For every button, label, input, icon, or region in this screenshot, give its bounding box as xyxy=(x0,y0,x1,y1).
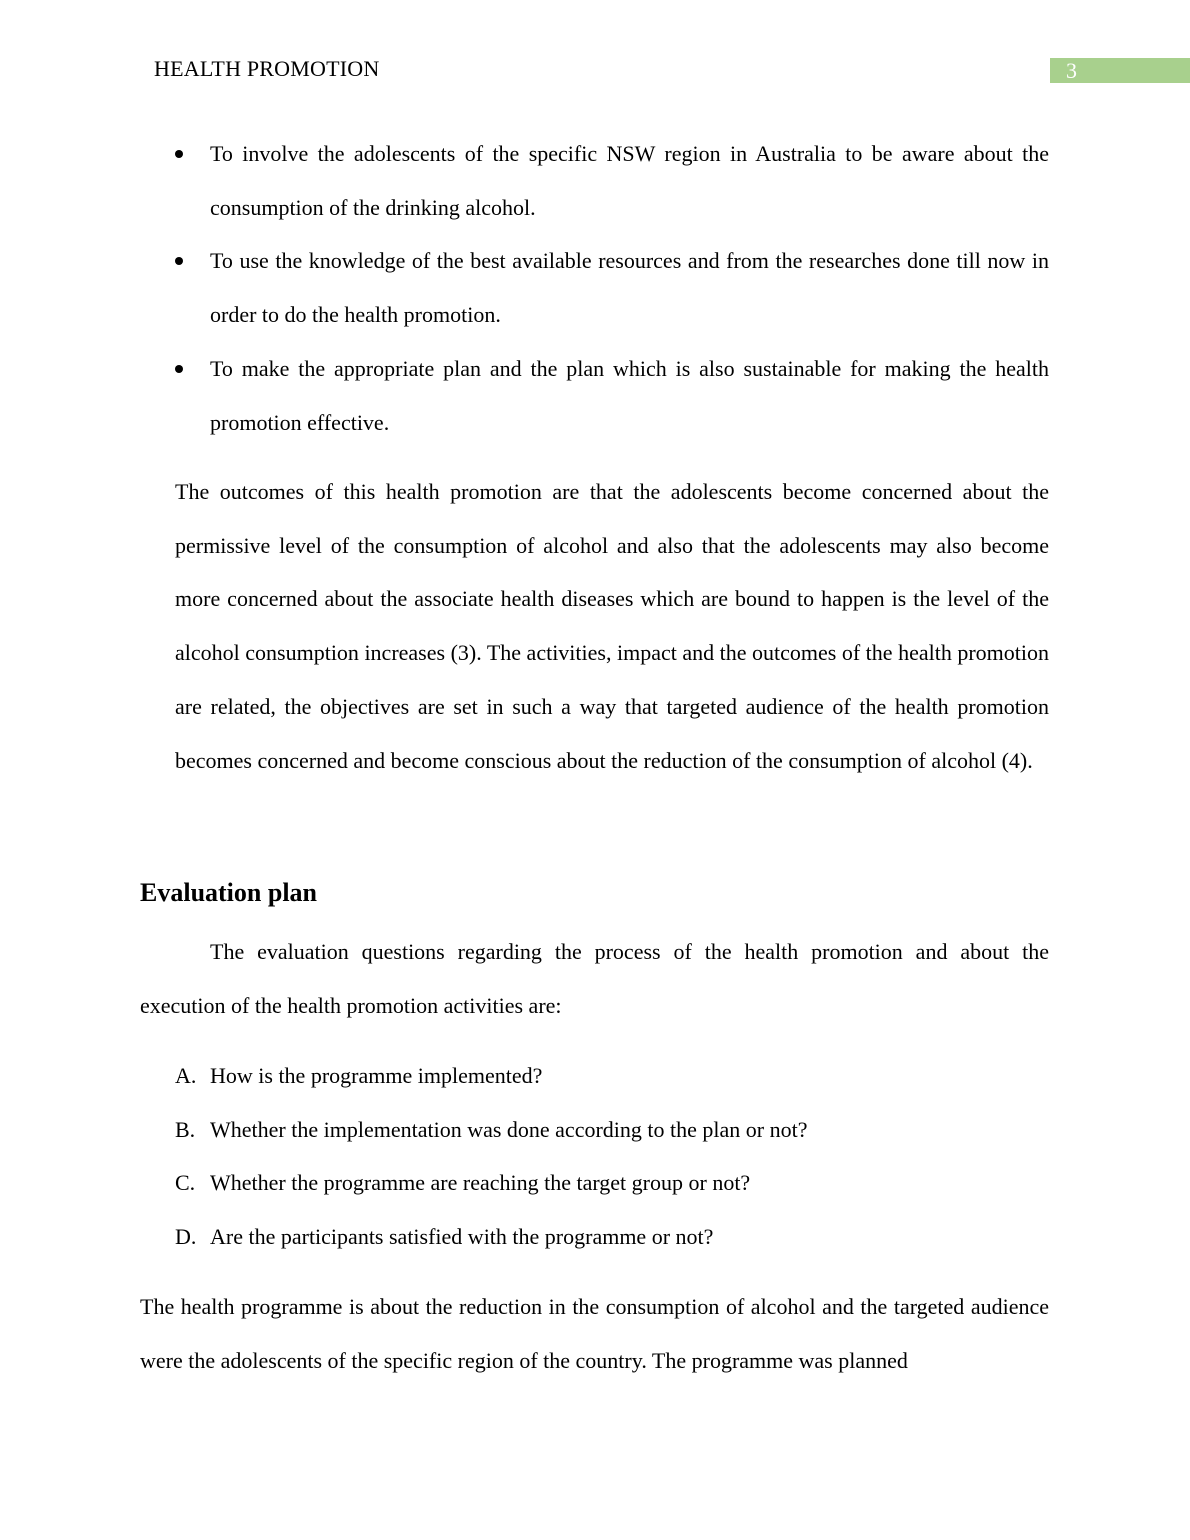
bullet-icon xyxy=(175,365,183,373)
running-header-title: HEALTH PROMOTION xyxy=(154,56,380,81)
closing-paragraph: The health programme is about the reduction in the consumption of alcohol and the targeted audience were the adolescents of the specific region of the country. The programme was planned xyxy=(140,1294,1049,1373)
question-text: How is the programme implemented? xyxy=(210,1063,543,1088)
bullet-icon xyxy=(175,257,183,265)
evaluation-intro-paragraph: The evaluation questions regarding the process of the health promotion and about the execution of the health promotion activities are: xyxy=(140,939,1049,1018)
question-label: D. xyxy=(175,1224,197,1250)
question-text: Whether the implementation was done according to the plan or not? xyxy=(210,1116,808,1142)
question-text: Are the participants satisfied with the programme or not? xyxy=(210,1224,714,1250)
question-label: A. xyxy=(175,1063,197,1088)
bullet-icon xyxy=(175,150,183,158)
list-item xyxy=(175,1049,1049,1103)
objective-text: To involve the adolescents of the specific NSW region in Australia to be aware about the consumption of the drinking alcohol. xyxy=(210,141,1049,220)
section-heading: Evaluation plan xyxy=(140,878,318,907)
objective-text: To make the appropriate plan and the plan which is also sustainable for making the health promotion effective. xyxy=(210,355,1049,435)
page-number-badge: 3 xyxy=(1050,58,1190,83)
list-item xyxy=(175,1156,1049,1210)
question-text: Whether the programme are reaching the target group or not? xyxy=(210,1170,751,1196)
outcomes-paragraph: The outcomes of this health promotion are that the adolescents become concerned about the permissive level of the consumption of alcohol and also that the adolescents may also become more concerned about the associate health diseases which are bound to happen is the level of the alcohol consumption increases (3). The activities, impact and the outcomes of the health promotion are related, the objectives are set in such a way that targeted audience of the health promotion becomes concerned and become conscious about the reduction of the consumption of alcohol (4). xyxy=(175,479,1049,773)
question-label: B. xyxy=(175,1116,196,1142)
objective-text: To use the knowledge of the best available resources and from the researches done till now in order to do the health promotion. xyxy=(210,248,1049,328)
question-label: C. xyxy=(175,1170,196,1196)
evaluation-questions-list xyxy=(175,1049,1049,1264)
list-item xyxy=(175,127,1049,234)
objectives-list xyxy=(175,127,1049,449)
list-item xyxy=(175,234,1049,341)
list-item xyxy=(175,342,1049,449)
list-item xyxy=(175,1103,1049,1157)
list-item xyxy=(175,1210,1049,1264)
